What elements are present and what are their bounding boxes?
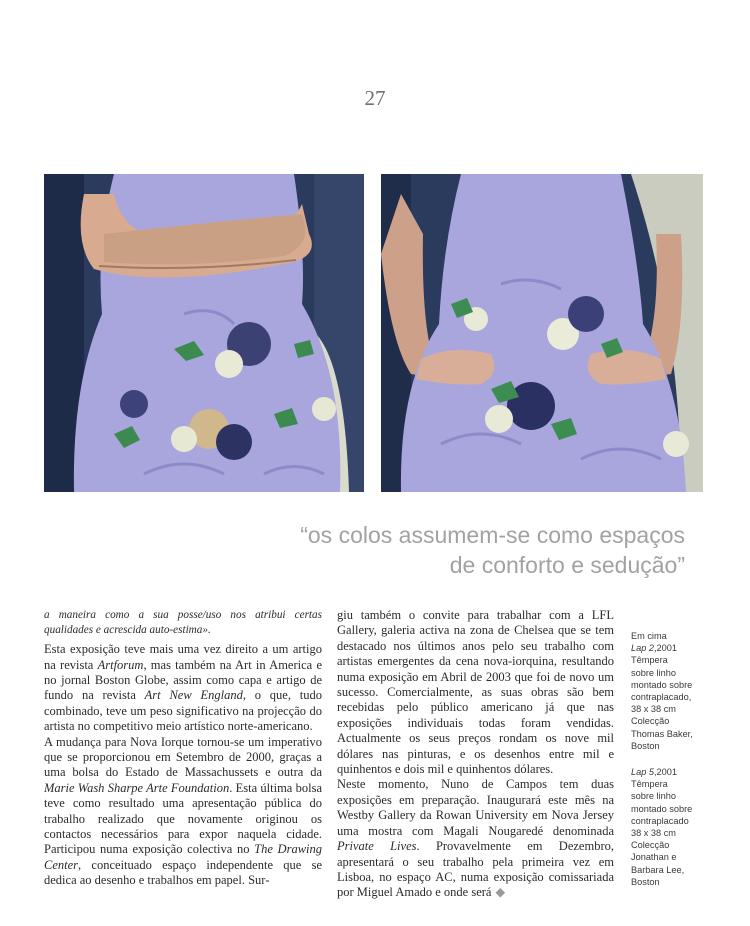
caption-line: 38 x 38 cm [631, 828, 676, 839]
caption-title: Lap 2 [631, 643, 654, 654]
photo-lap-5 [381, 174, 703, 492]
caption-line: Jonathan e [631, 852, 677, 863]
caption-lap-2 [631, 630, 715, 752]
caption-line: Colecção [631, 716, 670, 727]
caption-line: sobre linho [631, 791, 676, 802]
caption-lap-5 [631, 766, 715, 888]
caption-line: Têmpera [631, 779, 668, 790]
caption-year: ,2001 [654, 767, 677, 778]
caption-line: contraplacado [631, 815, 689, 826]
caption-title: Lap 5 [631, 767, 654, 778]
photo-lap-2 [44, 174, 364, 492]
paragraph: Esta exposição teve mais uma vez direito a um artigo na revista Artforum, mas também na Art in America e no jornal Boston Globe, assim como capa e artigo de fundo na revista Art New England, o que, tudo combinado, teve um peso significativo na projecção do artista no competitivo meio artístico norte-americano. [44, 642, 322, 734]
caption-line: Boston [631, 740, 660, 751]
caption-line: 38 x 38 cm [631, 704, 676, 715]
caption-position: Em cima [631, 631, 667, 641]
caption-line: Boston [631, 876, 660, 887]
text-column-1 [44, 608, 322, 889]
intro-quote: a maneira como a sua posse/uso nos atribui certas qualidades e acrescida auto-estima». [44, 609, 322, 636]
caption-line: sobre linho [631, 667, 676, 678]
paragraph: A mudança para Nova Iorque tornou-se um imperativo que se proporcionou em Setembro de 2000, graças a uma bolsa do Estado de Massachussets e outra da Marie Wash Sharpe Arte Foundation. Esta última bolsa teve como resultado uma apresentação pública do trabalho realizado que novamente originou os contactos necessários para expor naquela cidade. Participou numa exposição colectiva no The Drawing Center, conceituado espaço independente que se dedica ao desenho e trabalhos em papel. Sur- [44, 734, 323, 888]
caption-line: contraplacado, [631, 692, 692, 703]
caption-year: ,2001 [654, 643, 677, 654]
caption-line: Barbara Lee, [631, 864, 685, 875]
caption-line: montado sobre [631, 803, 693, 814]
caption-line: Têmpera [631, 655, 668, 666]
caption-line: Thomas Baker, [631, 728, 693, 739]
caption-line: montado sobre [631, 679, 693, 690]
text-column-2 [337, 608, 614, 901]
paragraph: Neste momento, Nuno de Campos tem duas exposições em preparação. Inaugurará este mês na Westby Gallery da Rowan University em Nova Jersey uma mostra com Magali Nougaredé denominada Private Lives. Provavelmente em Dezembro, apresentará o seu trabalho pela primeira vez em Lisboa, no espaço AC, numa exposição comissariada por Miguel Amado e onde será ◆ [337, 777, 614, 900]
pull-quote-line-2: de conforto e sedução” [449, 552, 685, 578]
pull-quote [125, 520, 685, 580]
image-captions [631, 630, 715, 902]
page-number: 27 [364, 86, 386, 110]
caption-line: Colecção [631, 840, 670, 851]
end-mark-icon: ◆ [495, 885, 506, 900]
paragraph: giu também o convite para trabalhar com a LFL Gallery, galeria activa na zona de Chelsea que se tem destacado nos últimos anos pelo seu trabalho com artistas emergentes da cena nova-iorquina, resultando numa exposição em Abril de 2003 que foi de novo um sucesso. Comercialmente, as suas obras são bem recebidas pelo público americano já que nas exposições individuais todas foram vendidas. Actualmente os seus preços rondam os nove mil dólares nas pinturas, e os desenhos entre mil e quinhentos e dois mil e quinhentos dólares. [337, 608, 614, 777]
pull-quote-line-1: “os colos assumem-se como espaços [300, 522, 685, 548]
